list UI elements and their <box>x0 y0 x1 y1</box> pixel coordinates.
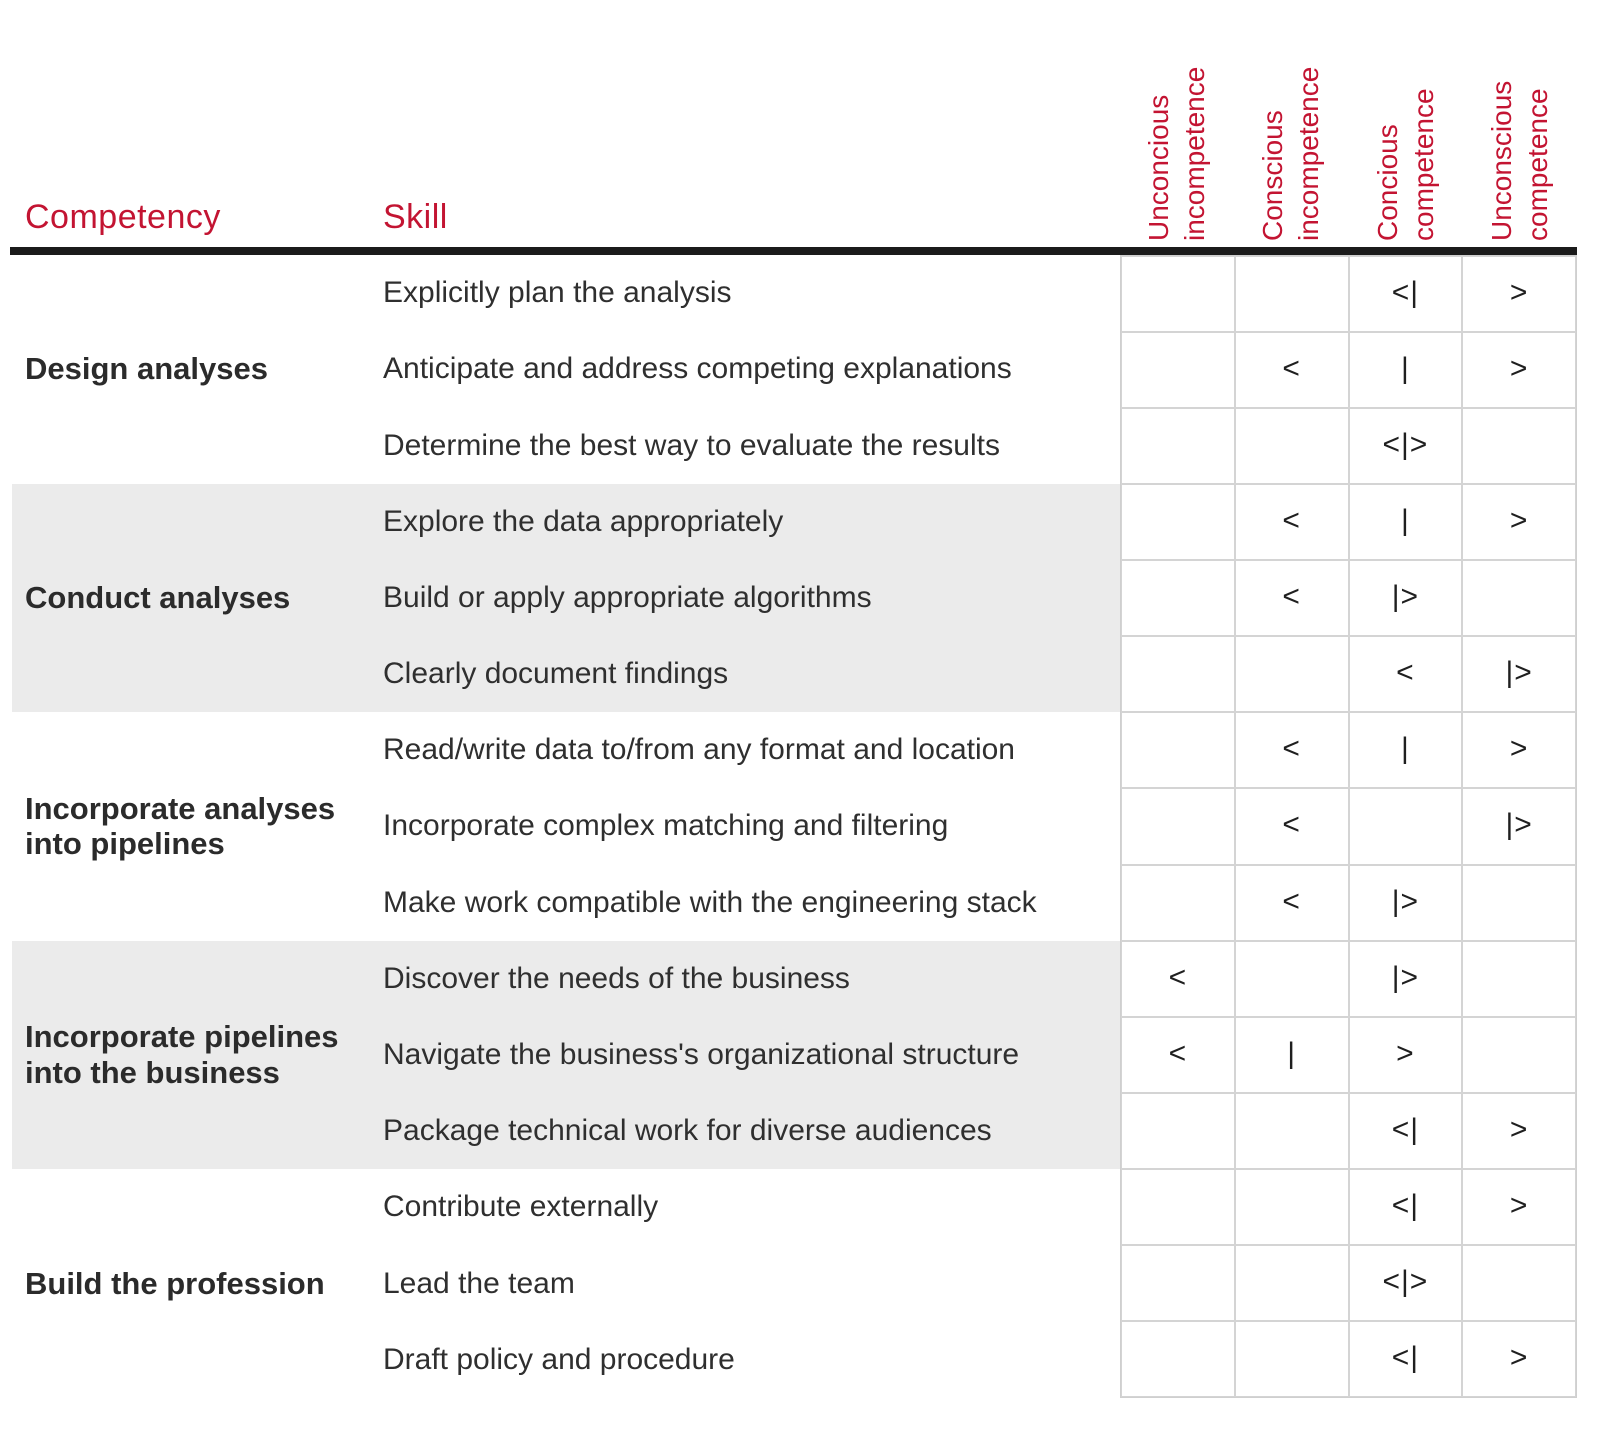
skill-label: Make work compatible with the engineering stack <box>383 885 1037 919</box>
matrix-cell <box>1349 408 1463 484</box>
progression-marker: > <box>1396 1036 1415 1070</box>
skill-row <box>383 941 1120 1017</box>
matrix-cell <box>1235 865 1349 941</box>
progression-marker: |> <box>1505 808 1533 842</box>
matrix-cell <box>1349 941 1463 1017</box>
progression-marker: |> <box>1391 580 1420 614</box>
progression-marker: |> <box>1391 960 1420 994</box>
matrix-cell <box>1349 865 1463 941</box>
matrix-cell <box>1235 1093 1349 1169</box>
matrix-cell <box>1349 484 1463 560</box>
matrix-cell <box>1235 408 1349 484</box>
stage-header-line: incompetence <box>1293 66 1324 241</box>
skill-list <box>383 484 1120 713</box>
skill-row <box>383 331 1120 407</box>
progression-marker: > <box>1509 1112 1529 1146</box>
stage-header-line: Unconscious <box>1486 80 1517 241</box>
matrix-cell <box>1462 1245 1576 1321</box>
competency-label: Conduct analyses <box>25 580 291 616</box>
competency-cell <box>12 484 383 713</box>
matrix-cell <box>1349 1245 1463 1321</box>
matrix-cell <box>1349 636 1463 712</box>
matrix-cell <box>1121 1169 1235 1245</box>
matrix-cell <box>1349 560 1463 636</box>
stage-header-conscious-incompetence <box>1234 16 1348 241</box>
matrix-cell <box>1121 484 1235 560</box>
matrix-cell <box>1462 484 1576 560</box>
progression-marker: <|> <box>1382 1264 1429 1298</box>
progression-marker: < <box>1282 580 1301 614</box>
skill-column-header: Skill <box>383 198 448 236</box>
matrix-cell <box>1462 256 1576 332</box>
matrix-cell <box>1235 636 1349 712</box>
progression-marker: < <box>1282 732 1301 766</box>
matrix-cell <box>1121 560 1235 636</box>
matrix-cell <box>1235 1321 1349 1397</box>
progression-marker: <|> <box>1382 428 1429 462</box>
progression-marker: | <box>1400 732 1410 766</box>
matrix-cell <box>1349 256 1463 332</box>
stage-header-unconscious-competence <box>1463 16 1577 241</box>
skill-list <box>383 712 1120 941</box>
skill-label: Discover the needs of the business <box>383 961 850 995</box>
matrix-cell <box>1349 788 1463 864</box>
progression-marker: < <box>1282 884 1301 918</box>
progression-marker: |> <box>1505 656 1533 690</box>
skill-row <box>383 1246 1120 1322</box>
matrix-body <box>12 255 1577 1398</box>
skill-row <box>383 1017 1120 1093</box>
matrix-cell <box>1462 1169 1576 1245</box>
skill-label: Navigate the business's organizational structure <box>383 1038 1020 1072</box>
matrix-cell <box>1462 941 1576 1017</box>
skill-label: Contribute externally <box>383 1190 659 1224</box>
competency-group <box>12 484 1120 713</box>
matrix-cell <box>1462 560 1576 636</box>
skill-row <box>383 1169 1120 1245</box>
stage-header-line: competence <box>1522 88 1553 241</box>
progression-marker: < <box>1282 808 1301 842</box>
skill-row <box>383 865 1120 941</box>
matrix-cell <box>1462 408 1576 484</box>
matrix-cell <box>1349 1093 1463 1169</box>
matrix-cell <box>1349 712 1463 788</box>
matrix-cell <box>1462 1321 1576 1397</box>
skill-label: Explore the data appropriately <box>383 504 784 538</box>
skill-row <box>383 712 1120 788</box>
skill-label: Explicitly plan the analysis <box>383 276 732 310</box>
skill-label: Determine the best way to evaluate the results <box>383 428 1000 462</box>
progression-marker: < <box>1168 960 1188 994</box>
progression-marker: <| <box>1391 1188 1420 1222</box>
progression-marker: > <box>1509 732 1529 766</box>
skill-label: Package technical work for diverse audiences <box>383 1114 992 1148</box>
skill-row <box>383 1093 1120 1169</box>
matrix-cell <box>1121 712 1235 788</box>
matrix-cell <box>1235 332 1349 408</box>
stage-header-concious-competence <box>1349 16 1463 241</box>
skill-row <box>383 560 1120 636</box>
progression-marker: | <box>1400 352 1410 386</box>
progression-marker: > <box>1509 276 1529 310</box>
competency-label: Incorporate pipelines into the business <box>25 1019 339 1091</box>
skill-list <box>383 1169 1120 1398</box>
competency-group <box>12 1169 1120 1398</box>
skill-list <box>383 255 1120 484</box>
matrix-cell <box>1462 332 1576 408</box>
stage-header-line: incompetence <box>1179 66 1210 241</box>
matrix-cell <box>1121 865 1235 941</box>
matrix-cell <box>1121 408 1235 484</box>
matrix-cell <box>1121 1245 1235 1321</box>
matrix-cell <box>1235 712 1349 788</box>
skill-row <box>383 1322 1120 1398</box>
competency-label: Incorporate analyses into pipelines <box>25 790 336 862</box>
progression-marker: > <box>1509 1188 1529 1222</box>
skill-label: Incorporate complex matching and filtering <box>383 809 949 843</box>
skill-row <box>383 255 1120 331</box>
matrix-cell <box>1349 332 1463 408</box>
skill-label: Anticipate and address competing explanations <box>383 352 1012 386</box>
matrix-cell <box>1349 1017 1463 1093</box>
progression-marker: <| <box>1391 276 1420 310</box>
stage-header-line: Conscious <box>1257 110 1288 241</box>
matrix-cell <box>1462 788 1576 864</box>
competency-label: Design analyses <box>25 351 268 387</box>
progression-marker: < <box>1168 1036 1188 1070</box>
skill-row <box>383 636 1120 712</box>
stage-header-line: Unconcious <box>1143 94 1174 241</box>
matrix-cell <box>1121 788 1235 864</box>
competency-cell <box>12 941 383 1170</box>
matrix-cell <box>1121 256 1235 332</box>
progression-marker: <| <box>1391 1112 1420 1146</box>
progression-marker: <| <box>1391 1340 1420 1374</box>
progression-marker: > <box>1509 1340 1529 1374</box>
progression-marker: > <box>1509 352 1529 386</box>
progression-marker: |> <box>1391 884 1420 918</box>
matrix-cell <box>1121 636 1235 712</box>
progression-marker: < <box>1396 656 1415 690</box>
competency-cell <box>12 1169 383 1398</box>
competency-group <box>12 255 1120 484</box>
matrix-cell <box>1235 484 1349 560</box>
competency-bands <box>12 255 1120 1398</box>
matrix-cell <box>1349 1169 1463 1245</box>
matrix-cell <box>1235 256 1349 332</box>
stage-marker-grid <box>1120 255 1577 1398</box>
skill-label: Clearly document findings <box>383 657 729 691</box>
progression-marker: < <box>1282 352 1301 386</box>
skill-row <box>383 788 1120 864</box>
progression-marker: > <box>1509 504 1529 538</box>
matrix-cell <box>1121 1093 1235 1169</box>
skill-list <box>383 941 1120 1170</box>
skill-label: Build or apply appropriate algorithms <box>383 580 872 614</box>
competency-cell <box>12 712 383 941</box>
skill-label: Draft policy and procedure <box>383 1342 735 1376</box>
progression-marker: < <box>1282 504 1301 538</box>
stage-header-line: competence <box>1408 88 1439 241</box>
matrix-cell <box>1121 1321 1235 1397</box>
competency-cell <box>12 255 383 484</box>
stage-header-line: Concious <box>1372 124 1403 241</box>
matrix-cell <box>1121 332 1235 408</box>
skill-label: Read/write data to/from any format and location <box>383 733 1015 767</box>
skill-label: Lead the team <box>383 1266 575 1300</box>
matrix-cell <box>1462 1093 1576 1169</box>
competency-label: Build the profession <box>25 1265 325 1301</box>
competency-column-header: Competency <box>25 198 221 236</box>
matrix-cell <box>1462 865 1576 941</box>
competency-group <box>12 941 1120 1170</box>
matrix-cell <box>1121 941 1235 1017</box>
matrix-cell <box>1462 712 1576 788</box>
progression-marker: | <box>1400 504 1410 538</box>
matrix-cell <box>1235 1245 1349 1321</box>
matrix-cell <box>1235 788 1349 864</box>
matrix-cell <box>1121 1017 1235 1093</box>
matrix-cell <box>1235 941 1349 1017</box>
skill-row <box>383 484 1120 560</box>
matrix-cell <box>1462 1017 1576 1093</box>
competency-group <box>12 712 1120 941</box>
matrix-cell <box>1349 1321 1463 1397</box>
stage-header-unconcious-incompetence <box>1120 16 1234 241</box>
matrix-cell <box>1235 1017 1349 1093</box>
skill-row <box>383 407 1120 483</box>
progression-marker: | <box>1287 1036 1297 1070</box>
matrix-cell <box>1235 560 1349 636</box>
header-divider <box>10 247 1577 255</box>
matrix-cell <box>1235 1169 1349 1245</box>
matrix-cell <box>1462 636 1576 712</box>
